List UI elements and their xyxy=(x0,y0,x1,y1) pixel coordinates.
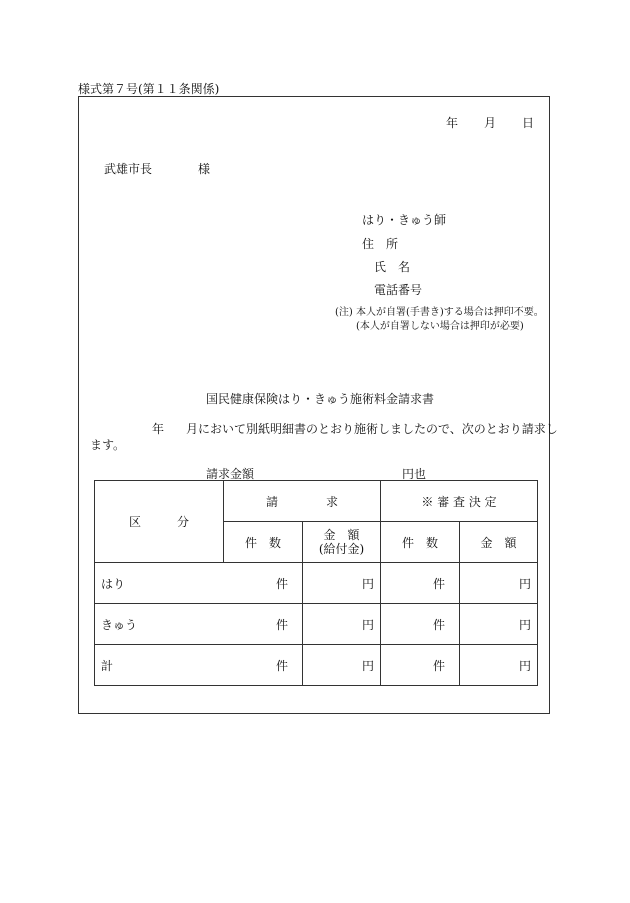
row-review-amount-unit: 円 xyxy=(460,604,538,645)
date-year: 年 xyxy=(446,116,459,130)
applicant-title: はり・きゅう師 xyxy=(362,213,447,227)
row-cell xyxy=(95,645,303,686)
row-cell xyxy=(95,604,303,645)
addressee-honorific: 様 xyxy=(198,162,211,176)
review-amount-header: 金 額 xyxy=(460,522,538,563)
row-count-unit: 件 xyxy=(275,658,288,673)
row-label: はり xyxy=(101,576,126,591)
claim-table xyxy=(94,480,538,686)
claim-header: 請 求 xyxy=(224,481,381,522)
applicant-note-2: (本人が自署しない場合は押印が必要) xyxy=(356,321,524,332)
document-title: 国民健康保険はり・きゅう施術料金請求書 xyxy=(206,392,435,406)
addressee xyxy=(104,160,210,177)
row-cell xyxy=(95,563,303,604)
category-header: 区 分 xyxy=(95,481,224,563)
amount-header xyxy=(303,522,381,563)
amount-header-line-1: 金 額 xyxy=(323,528,360,542)
row-count-unit: 件 xyxy=(275,617,288,632)
date-line xyxy=(446,114,534,131)
review-count-header: 件 数 xyxy=(381,522,460,563)
claim-amount-label: 請求金額 xyxy=(206,467,255,481)
applicant-address-label: 住 所 xyxy=(362,237,399,251)
table-row xyxy=(95,604,538,645)
body-text-line-2: ます。 xyxy=(90,438,126,452)
applicant-note-1: (注) 本人が自署(手書き)する場合は押印不要。 xyxy=(335,307,544,318)
claim-amount-unit: 円也 xyxy=(402,467,427,481)
row-review-count-unit: 件 xyxy=(381,645,460,686)
form-number: 様式第７号(第１１条関係) xyxy=(78,82,220,96)
row-amount-unit: 円 xyxy=(303,604,381,645)
review-header: ※ 審 査 決 定 xyxy=(381,481,538,522)
date-month: 月 xyxy=(484,116,497,130)
row-label: 計 xyxy=(101,658,114,673)
body-year: 年 xyxy=(152,422,165,436)
date-day: 日 xyxy=(522,116,535,130)
row-review-count-unit: 件 xyxy=(381,563,460,604)
row-review-count-unit: 件 xyxy=(381,604,460,645)
applicant-phone-label: 電話番号 xyxy=(374,283,423,297)
row-amount-unit: 円 xyxy=(303,563,381,604)
row-review-amount-unit: 円 xyxy=(460,645,538,686)
amount-header-line-2: (給付金) xyxy=(318,542,365,556)
addressee-name: 武雄市長 xyxy=(104,162,153,176)
applicant-name-label: 氏 名 xyxy=(374,260,411,274)
count-header: 件 数 xyxy=(224,522,303,563)
row-label: きゅう xyxy=(101,617,138,632)
row-amount-unit: 円 xyxy=(303,645,381,686)
row-review-amount-unit: 円 xyxy=(460,563,538,604)
table-row xyxy=(95,563,538,604)
row-count-unit: 件 xyxy=(275,576,288,591)
table-row xyxy=(95,645,538,686)
body-text-line-1: 月において別紙明細書のとおり施術しましたので、次のとおり請求し xyxy=(186,422,558,436)
